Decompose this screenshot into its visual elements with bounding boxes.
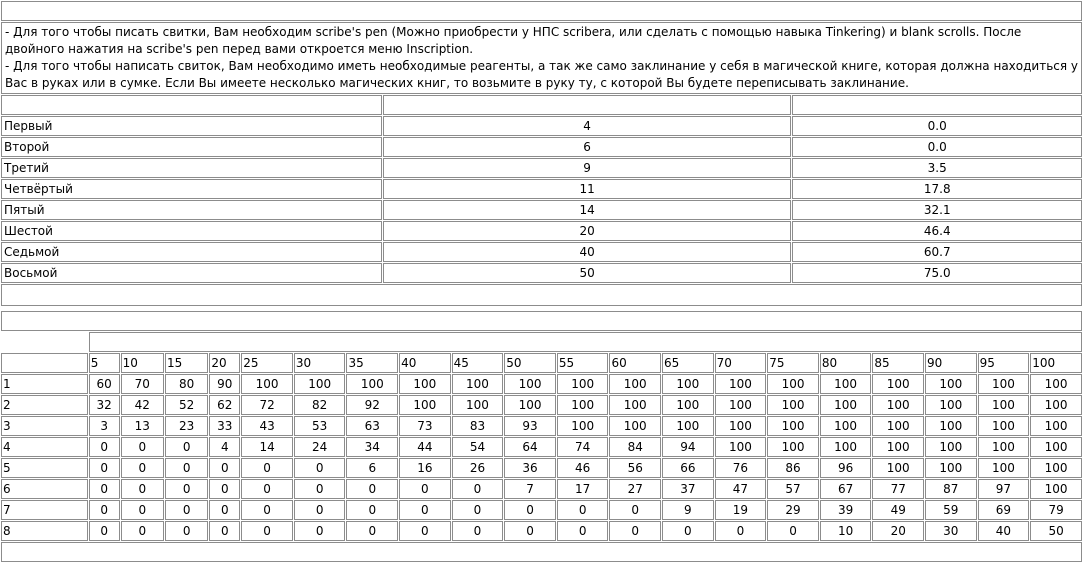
chance-value-cell: 64 (504, 437, 556, 457)
chance-value-cell: 100 (925, 458, 977, 478)
chance-value-cell: 100 (820, 395, 872, 415)
circles-header-row (1, 95, 1082, 115)
chance-value-cell: 0 (209, 479, 240, 499)
blank-row (1, 542, 1082, 562)
chance-value-cell: 39 (820, 500, 872, 520)
chance-row (1, 416, 1082, 436)
blank-cell (1, 542, 1082, 562)
chance-value-cell: 0 (346, 479, 398, 499)
chance-value-cell: 96 (820, 458, 872, 478)
circle-label-cell: 5 (1, 458, 88, 478)
chance-value-cell: 100 (978, 395, 1030, 415)
skill-column-header: 65 (662, 353, 714, 373)
chance-value-cell: 82 (294, 395, 346, 415)
chance-value-cell: 0 (399, 479, 451, 499)
skill-column-header: 100 (1030, 353, 1082, 373)
chance-value-cell: 73 (399, 416, 451, 436)
chance-value-cell: 0 (121, 479, 164, 499)
skill-column-header: 80 (820, 353, 872, 373)
circle-value-a-cell: 40 (383, 242, 792, 262)
chance-value-cell: 0 (89, 437, 120, 457)
chance-value-cell: 0 (121, 458, 164, 478)
blank-cell (1, 284, 1082, 306)
skill-column-header: 40 (399, 353, 451, 373)
skill-column-header: 75 (767, 353, 819, 373)
circle-row (1, 179, 1082, 199)
circle-name-cell: Шестой (1, 221, 382, 241)
circle-name-cell: Восьмой (1, 263, 382, 283)
chance-value-cell: 100 (452, 374, 504, 394)
chance-value-cell: 32 (89, 395, 120, 415)
chance-row (1, 437, 1082, 457)
chance-row (1, 521, 1082, 541)
circle-value-b-cell: 0.0 (792, 116, 1082, 136)
chance-row (1, 395, 1082, 415)
circle-name-cell: Четвёртый (1, 179, 382, 199)
chance-row (1, 374, 1082, 394)
chance-value-cell: 79 (1030, 500, 1082, 520)
chance-value-cell: 100 (1030, 479, 1082, 499)
chance-value-cell: 0 (662, 521, 714, 541)
chance-value-cell: 100 (978, 416, 1030, 436)
intro-row (1, 22, 1082, 94)
circle-row (1, 137, 1082, 157)
chance-value-cell: 100 (872, 416, 924, 436)
circle-row (1, 242, 1082, 262)
chance-value-cell: 100 (872, 395, 924, 415)
chance-value-cell: 0 (346, 521, 398, 541)
chance-value-cell: 100 (715, 437, 767, 457)
chance-value-cell: 87 (925, 479, 977, 499)
chance-value-cell: 100 (662, 395, 714, 415)
circle-row (1, 158, 1082, 178)
circle-value-b-cell: 3.5 (792, 158, 1082, 178)
chance-value-cell: 86 (767, 458, 819, 478)
header-cell (383, 95, 792, 115)
chance-value-cell: 29 (767, 500, 819, 520)
chance-value-cell: 50 (1030, 521, 1082, 541)
skill-column-header: 20 (209, 353, 240, 373)
chance-value-cell: 100 (767, 437, 819, 457)
chance-value-cell: 9 (662, 500, 714, 520)
chance-value-cell: 83 (452, 416, 504, 436)
chance-value-cell: 100 (609, 395, 661, 415)
chance-row (1, 500, 1082, 520)
chance-value-cell: 40 (978, 521, 1030, 541)
chance-value-cell: 100 (820, 374, 872, 394)
chance-value-cell: 0 (609, 500, 661, 520)
chance-value-cell: 0 (294, 479, 346, 499)
chance-value-cell: 53 (294, 416, 346, 436)
circle-value-b-cell: 46.4 (792, 221, 1082, 241)
chance-value-cell: 100 (1030, 437, 1082, 457)
chance-value-cell: 37 (662, 479, 714, 499)
skill-column-header: 35 (346, 353, 398, 373)
chance-value-cell: 0 (504, 521, 556, 541)
chance-sub-row (1, 332, 1082, 352)
chance-value-cell: 72 (241, 395, 293, 415)
chance-value-cell: 100 (925, 437, 977, 457)
chance-value-cell: 100 (978, 437, 1030, 457)
chance-value-cell: 80 (165, 374, 208, 394)
blank-cell (89, 332, 1082, 352)
chance-value-cell: 23 (165, 416, 208, 436)
chance-value-cell: 26 (452, 458, 504, 478)
chance-value-cell: 0 (294, 458, 346, 478)
circle-value-a-cell: 4 (383, 116, 792, 136)
skill-column-header: 60 (609, 353, 661, 373)
chance-value-cell: 0 (121, 521, 164, 541)
chance-value-cell: 0 (294, 521, 346, 541)
chance-value-cell: 90 (209, 374, 240, 394)
chance-value-cell: 0 (121, 500, 164, 520)
skill-column-header: 25 (241, 353, 293, 373)
circle-value-a-cell: 20 (383, 221, 792, 241)
chance-value-cell: 56 (609, 458, 661, 478)
chance-value-cell: 17 (557, 479, 609, 499)
skill-column-header: 55 (557, 353, 609, 373)
chance-value-cell: 0 (165, 521, 208, 541)
blank-cell (1, 1, 1082, 21)
skill-column-header: 70 (715, 353, 767, 373)
blank-cell (1, 311, 1082, 331)
chance-blank-row (1, 311, 1082, 331)
chance-row (1, 479, 1082, 499)
chance-value-cell: 0 (399, 500, 451, 520)
chance-value-cell: 63 (346, 416, 398, 436)
corner-cell (1, 353, 88, 373)
chance-value-cell: 100 (662, 416, 714, 436)
chance-value-cell: 100 (767, 395, 819, 415)
chance-value-cell: 0 (165, 479, 208, 499)
chance-value-cell: 33 (209, 416, 240, 436)
chance-value-cell: 100 (1030, 395, 1082, 415)
blank-row (1, 1, 1082, 21)
chance-value-cell: 0 (609, 521, 661, 541)
circle-label-cell: 6 (1, 479, 88, 499)
chance-value-cell: 100 (1030, 416, 1082, 436)
chance-value-cell: 0 (89, 521, 120, 541)
circle-value-a-cell: 14 (383, 200, 792, 220)
chance-value-cell: 100 (767, 374, 819, 394)
circle-label-cell: 8 (1, 521, 88, 541)
skill-column-header: 15 (165, 353, 208, 373)
chance-value-cell: 100 (346, 374, 398, 394)
chance-value-cell: 100 (767, 416, 819, 436)
chance-value-cell: 100 (925, 416, 977, 436)
chance-value-cell: 100 (872, 437, 924, 457)
chance-value-cell: 42 (121, 395, 164, 415)
skill-column-header: 45 (452, 353, 504, 373)
chance-value-cell: 0 (557, 500, 609, 520)
chance-value-cell: 100 (452, 395, 504, 415)
circle-value-a-cell: 9 (383, 158, 792, 178)
chance-value-cell: 100 (609, 416, 661, 436)
chance-value-cell: 0 (209, 458, 240, 478)
chance-value-cell: 100 (1030, 374, 1082, 394)
chance-value-cell: 10 (820, 521, 872, 541)
chance-value-cell: 0 (767, 521, 819, 541)
chance-value-cell: 76 (715, 458, 767, 478)
circle-name-cell: Первый (1, 116, 382, 136)
chance-value-cell: 77 (872, 479, 924, 499)
chance-value-cell: 14 (241, 437, 293, 457)
chance-value-cell: 0 (121, 437, 164, 457)
header-cell (792, 95, 1082, 115)
chance-value-cell: 100 (820, 416, 872, 436)
chance-value-cell: 0 (241, 479, 293, 499)
chance-value-cell: 100 (609, 374, 661, 394)
chance-value-cell: 7 (504, 479, 556, 499)
chance-value-cell: 100 (872, 374, 924, 394)
chance-value-cell: 0 (89, 458, 120, 478)
chance-value-cell: 0 (399, 521, 451, 541)
chance-value-cell: 57 (767, 479, 819, 499)
chance-value-cell: 59 (925, 500, 977, 520)
skill-column-header: 90 (925, 353, 977, 373)
skill-column-header: 30 (294, 353, 346, 373)
chance-value-cell: 100 (557, 374, 609, 394)
chance-value-cell: 27 (609, 479, 661, 499)
chance-value-cell: 70 (121, 374, 164, 394)
chance-value-cell: 93 (504, 416, 556, 436)
chance-value-cell: 0 (165, 437, 208, 457)
circle-label-cell: 7 (1, 500, 88, 520)
intro-line-2: - Для того чтобы написать свиток, Вам необходимо иметь необходимые реагенты, а так же само заклинание у себя в магической книге, которая должна находиться у Вас в руках или в сумке. Если Вы имеете несколько магических книг, то возьмите в руку ту, с которой Вы будете переписывать заклинание. (5, 59, 1079, 90)
chance-value-cell: 19 (715, 500, 767, 520)
intro-line-1: - Для того чтобы писать свитки, Вам необходим scribe's pen (Можно приобрести у НПС scribera, или сделать с помощью навыка Tinkering) и blank scrolls. После двойного нажатия на scribe's pen перед вами откроется меню Inscription. (5, 25, 1022, 56)
chance-value-cell: 46 (557, 458, 609, 478)
chance-value-cell: 100 (557, 395, 609, 415)
skill-column-header: 10 (121, 353, 164, 373)
chance-value-cell: 74 (557, 437, 609, 457)
chance-value-cell: 0 (715, 521, 767, 541)
chance-value-cell: 0 (557, 521, 609, 541)
chance-value-cell: 20 (872, 521, 924, 541)
circle-row (1, 263, 1082, 283)
chance-value-cell: 0 (452, 500, 504, 520)
circle-name-cell: Третий (1, 158, 382, 178)
chance-value-cell: 3 (89, 416, 120, 436)
circle-label-cell: 4 (1, 437, 88, 457)
chance-value-cell: 44 (399, 437, 451, 457)
chance-value-cell: 0 (241, 500, 293, 520)
chance-value-cell: 100 (241, 374, 293, 394)
chance-value-cell: 6 (346, 458, 398, 478)
circle-value-b-cell: 17.8 (792, 179, 1082, 199)
chance-value-cell: 0 (89, 479, 120, 499)
chance-value-cell: 100 (978, 374, 1030, 394)
chance-value-cell: 92 (346, 395, 398, 415)
circle-row (1, 221, 1082, 241)
chance-value-cell: 100 (1030, 458, 1082, 478)
chance-value-cell: 100 (925, 374, 977, 394)
circle-name-cell: Седьмой (1, 242, 382, 262)
skill-column-header: 50 (504, 353, 556, 373)
chance-value-cell: 100 (294, 374, 346, 394)
chance-value-cell: 100 (557, 416, 609, 436)
chance-value-cell: 100 (820, 437, 872, 457)
blank-row (1, 284, 1082, 306)
circle-name-cell: Второй (1, 137, 382, 157)
chance-value-cell: 0 (294, 500, 346, 520)
chance-value-cell: 100 (715, 416, 767, 436)
circle-value-b-cell: 60.7 (792, 242, 1082, 262)
chance-value-cell: 4 (209, 437, 240, 457)
chance-value-cell: 16 (399, 458, 451, 478)
chance-value-cell: 94 (662, 437, 714, 457)
chance-header-row (1, 353, 1082, 373)
chance-value-cell: 36 (504, 458, 556, 478)
chance-value-cell: 97 (978, 479, 1030, 499)
chance-value-cell: 0 (209, 521, 240, 541)
chance-value-cell: 0 (165, 458, 208, 478)
chance-value-cell: 30 (925, 521, 977, 541)
chance-value-cell: 49 (872, 500, 924, 520)
chance-value-cell: 100 (872, 458, 924, 478)
chance-value-cell: 69 (978, 500, 1030, 520)
chance-value-cell: 43 (241, 416, 293, 436)
circle-name-cell: Пятый (1, 200, 382, 220)
circle-value-b-cell: 0.0 (792, 137, 1082, 157)
chance-value-cell: 60 (89, 374, 120, 394)
circle-value-a-cell: 50 (383, 263, 792, 283)
intro-cell (1, 22, 1082, 94)
chance-value-cell: 0 (346, 500, 398, 520)
chance-value-cell: 84 (609, 437, 661, 457)
header-cell (1, 95, 382, 115)
chance-value-cell: 100 (925, 395, 977, 415)
circle-value-a-cell: 11 (383, 179, 792, 199)
chance-row (1, 458, 1082, 478)
chance-value-cell: 100 (504, 374, 556, 394)
corner-cell (1, 332, 88, 352)
circle-row (1, 200, 1082, 220)
chance-value-cell: 67 (820, 479, 872, 499)
chance-value-cell: 0 (241, 521, 293, 541)
chance-value-cell: 0 (241, 458, 293, 478)
chance-value-cell: 100 (504, 395, 556, 415)
chance-value-cell: 0 (504, 500, 556, 520)
circle-label-cell: 3 (1, 416, 88, 436)
chance-value-cell: 100 (399, 374, 451, 394)
circle-label-cell: 1 (1, 374, 88, 394)
chance-value-cell: 54 (452, 437, 504, 457)
chance-value-cell: 0 (209, 500, 240, 520)
chance-value-cell: 100 (715, 395, 767, 415)
chance-value-cell: 100 (399, 395, 451, 415)
chance-value-cell: 0 (165, 500, 208, 520)
chance-value-cell: 100 (715, 374, 767, 394)
chance-value-cell: 100 (978, 458, 1030, 478)
chance-table (0, 310, 1083, 563)
chance-value-cell: 52 (165, 395, 208, 415)
skill-column-header: 5 (89, 353, 120, 373)
chance-value-cell: 0 (452, 521, 504, 541)
circle-value-a-cell: 6 (383, 137, 792, 157)
skill-column-header: 85 (872, 353, 924, 373)
chance-value-cell: 62 (209, 395, 240, 415)
skill-column-header: 95 (978, 353, 1030, 373)
circle-row (1, 116, 1082, 136)
circle-value-b-cell: 75.0 (792, 263, 1082, 283)
chance-value-cell: 66 (662, 458, 714, 478)
chance-value-cell: 13 (121, 416, 164, 436)
chance-value-cell: 0 (452, 479, 504, 499)
circle-label-cell: 2 (1, 395, 88, 415)
chance-value-cell: 24 (294, 437, 346, 457)
circle-value-b-cell: 32.1 (792, 200, 1082, 220)
chance-value-cell: 0 (89, 500, 120, 520)
chance-value-cell: 100 (662, 374, 714, 394)
chance-value-cell: 47 (715, 479, 767, 499)
chance-value-cell: 34 (346, 437, 398, 457)
